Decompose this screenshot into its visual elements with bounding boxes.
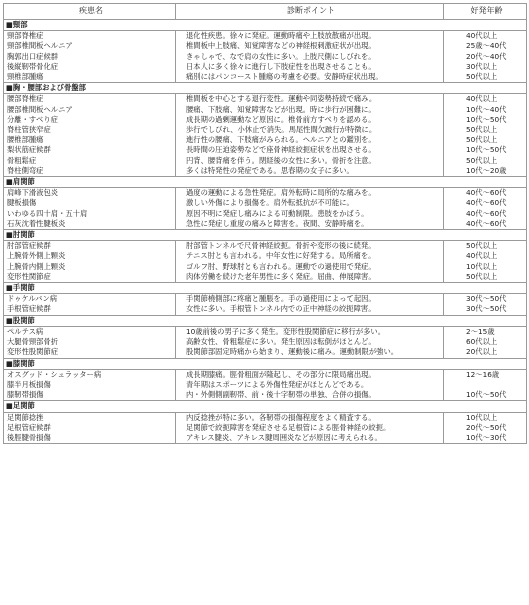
diagnosis-point-cell: 円背、腰背痛を伴う。閉経後の女性に多い。骨折を注意。 — [176, 156, 444, 166]
diagnosis-point-cell: 女性に多い。手根管トンネル内での正中神経の絞扼障害。 — [176, 304, 444, 315]
diagnosis-point-cell: 長時間の圧迫姿勢などで座骨神経絞扼症状を出現させる。 — [176, 145, 444, 155]
diagnosis-point-cell: 椎間板を中心とする退行変性。運動や同姿勢持続で痛み。 — [176, 94, 444, 105]
disease-name-cell: 腰椎部腫瘍 — [4, 135, 176, 145]
table-row — [4, 423, 527, 433]
table-row — [4, 31, 527, 42]
disease-name-cell: オスグッド・シュラッター病 — [4, 369, 176, 380]
table-row — [4, 188, 527, 199]
table-row — [4, 433, 527, 444]
diagnosis-point-cell: 歩行でしびれ、小休止で消失。馬尾性間欠跛行が特徴に。 — [176, 125, 444, 135]
section-header-row — [4, 177, 527, 188]
table-row — [4, 390, 527, 401]
table-row — [4, 209, 527, 219]
diagnosis-point-cell: 成長期膝痛。脛骨粗面が隆起し、その部分に限局痛出現。 — [176, 369, 444, 380]
diagnosis-point-cell: 激しい外傷により損傷を。肩外転抵抗が不可能に。 — [176, 198, 444, 208]
onset-age-cell: 20代〜50代 — [444, 423, 527, 433]
onset-age-cell: 60代以上 — [444, 337, 527, 347]
section-title: ■膝関節 — [4, 358, 527, 369]
table-row — [4, 41, 527, 51]
diagnosis-point-cell: 肘部管トンネルで尺骨神経絞扼。骨折や変形の後に続発。 — [176, 241, 444, 252]
diagnosis-point-cell: 肉体労働を続けた老年男性に多く発症。屈曲、伸展障害。 — [176, 272, 444, 283]
table-row — [4, 326, 527, 337]
diagnosis-point-cell: ゴルフ肘、野球肘とも言われる。運動での過使用で発症。 — [176, 262, 444, 272]
onset-age-cell: 10代〜50代 — [444, 390, 527, 401]
table-row — [4, 198, 527, 208]
diagnosis-point-cell: 過度の運動による急性発症。肩外転時に局所的な痛みを。 — [176, 188, 444, 199]
diagnosis-point-cell: 退化性疾患。徐々に発症。運動時痛や上肢放散痛が出現。 — [176, 31, 444, 42]
onset-age-cell: 10代〜40代 — [444, 105, 527, 115]
disease-name-cell: 骨粗鬆症 — [4, 156, 176, 166]
header-diagnosis-point: 診断ポイント — [176, 4, 444, 20]
diagnosis-point-cell: 日本人に多く徐々に進行し下肢症性を出現させることも。 — [176, 62, 444, 72]
section-title: ■胸・腰部および骨盤部 — [4, 83, 527, 94]
onset-age-cell: 50代以上 — [444, 135, 527, 145]
disease-name-cell: いわゆる四十肩・五十肩 — [4, 209, 176, 219]
table-header-row — [4, 4, 527, 20]
table-row — [4, 135, 527, 145]
diagnosis-point-cell: 内反捻挫が特に多い。各靭帯の損傷程度をよく精査する。 — [176, 412, 444, 423]
onset-age-cell: 25歳〜40代 — [444, 41, 527, 51]
diagnosis-point-cell: 原因不明に発症し痛みによる可動制限。患肢をかばう。 — [176, 209, 444, 219]
header-age: 好発年齢 — [444, 4, 527, 20]
table-row — [4, 272, 527, 283]
section-title: ■頸部 — [4, 20, 527, 31]
disease-table — [3, 3, 527, 444]
disease-name-cell: 上腕骨内側上顆炎 — [4, 262, 176, 272]
section-header-row — [4, 20, 527, 31]
table-row — [4, 262, 527, 272]
section-header-row — [4, 358, 527, 369]
onset-age-cell — [444, 380, 527, 390]
disease-name-cell: 変形性関節症 — [4, 272, 176, 283]
disease-name-cell: 膝半月板損傷 — [4, 380, 176, 390]
disease-name-cell: 脊柱側弯症 — [4, 166, 176, 177]
onset-age-cell: 40代以上 — [444, 31, 527, 42]
onset-age-cell: 30代〜50代 — [444, 304, 527, 315]
table-row — [4, 94, 527, 105]
diagnosis-point-cell: きゃしゃで、なで肩の女性に多い。上肢尺側にしびれを。 — [176, 52, 444, 62]
onset-age-cell: 50代以上 — [444, 272, 527, 283]
section-title: ■手関節 — [4, 283, 527, 294]
onset-age-cell: 30代以上 — [444, 62, 527, 72]
onset-age-cell: 40代以上 — [444, 251, 527, 261]
disease-name-cell: 腱板損傷 — [4, 198, 176, 208]
table-row — [4, 145, 527, 155]
onset-age-cell: 20代以上 — [444, 347, 527, 358]
section-title: ■股関節 — [4, 315, 527, 326]
disease-name-cell: 上腕骨外側上顆炎 — [4, 251, 176, 261]
diagnosis-point-cell: 10歳前後の男子に多く発生。変形性股関節症に移行が多い。 — [176, 326, 444, 337]
onset-age-cell: 50代以上 — [444, 241, 527, 252]
onset-age-cell: 40代以上 — [444, 94, 527, 105]
onset-age-cell: 40代〜60代 — [444, 219, 527, 230]
section-header-row — [4, 283, 527, 294]
onset-age-cell: 12〜16歳 — [444, 369, 527, 380]
disease-name-cell: 頸部脊椎症 — [4, 31, 176, 42]
disease-name-cell: 石灰沈着性腱板炎 — [4, 219, 176, 230]
disease-name-cell: 肘部管症候群 — [4, 241, 176, 252]
header-disease: 疾患名 — [4, 4, 176, 20]
table-row — [4, 241, 527, 252]
onset-age-cell: 40代〜60代 — [444, 198, 527, 208]
diagnosis-point-cell: テニス肘とも言われる。中年女性に好発する。局所痛を。 — [176, 251, 444, 261]
diagnosis-point-cell: 痛別にはパンコースト腫瘍の考慮を必要。安静時症状出現。 — [176, 72, 444, 83]
table-row — [4, 304, 527, 315]
section-header-row — [4, 401, 527, 412]
disease-name-cell: 頸椎部腫瘍 — [4, 72, 176, 83]
diagnosis-point-cell: 腰痛、下肢痛、知覚障害などが出現。時に歩行が困難に。 — [176, 105, 444, 115]
diagnosis-point-cell: 高齢女性、骨粗鬆症に多い。発生原因は転倒がほとんど。 — [176, 337, 444, 347]
section-title: ■足関節 — [4, 401, 527, 412]
disease-name-cell: 後縦靭帯骨化症 — [4, 62, 176, 72]
table-row — [4, 52, 527, 62]
disease-name-cell: 後脛腱骨損傷 — [4, 433, 176, 444]
diagnosis-point-cell: 成長期の過剰運動など原因に。椎骨前方すべりを認める。 — [176, 115, 444, 125]
diagnosis-point-cell: 内・外側側副靭帯、前・後十字靭帯の単独、合併の損傷。 — [176, 390, 444, 401]
onset-age-cell: 10代〜30代 — [444, 433, 527, 444]
disease-name-cell: 足関節捻挫 — [4, 412, 176, 423]
disease-name-cell: ドゥケルバン病 — [4, 294, 176, 305]
disease-name-cell: 大腿骨頸部骨折 — [4, 337, 176, 347]
disease-name-cell: 脊柱管狭窄症 — [4, 125, 176, 135]
table-row — [4, 166, 527, 177]
disease-name-cell: 肩峰下滑液包炎 — [4, 188, 176, 199]
onset-age-cell: 10代以上 — [444, 262, 527, 272]
disease-name-cell: 変形性股関節症 — [4, 347, 176, 358]
section-title: ■肘関節 — [4, 230, 527, 241]
table-row — [4, 294, 527, 305]
section-header-row — [4, 315, 527, 326]
onset-age-cell: 20代〜40代 — [444, 52, 527, 62]
disease-name-cell: 頸部椎間板ヘルニア — [4, 41, 176, 51]
section-title: ■肩関節 — [4, 177, 527, 188]
disease-name-cell: 梨状筋症候群 — [4, 145, 176, 155]
table-row — [4, 115, 527, 125]
table-row — [4, 347, 527, 358]
onset-age-cell: 50代以上 — [444, 72, 527, 83]
table-row — [4, 412, 527, 423]
onset-age-cell: 10代以上 — [444, 412, 527, 423]
table-row — [4, 380, 527, 390]
onset-age-cell: 10代〜50代 — [444, 145, 527, 155]
table-row — [4, 156, 527, 166]
onset-age-cell: 40代〜60代 — [444, 209, 527, 219]
diagnosis-point-cell: 多くは特発性の発症である。思春期の女子に多い。 — [176, 166, 444, 177]
disease-table-document — [3, 3, 527, 444]
disease-name-cell: 膝靭帯損傷 — [4, 390, 176, 401]
table-row — [4, 62, 527, 72]
table-row — [4, 337, 527, 347]
section-header-row — [4, 230, 527, 241]
diagnosis-point-cell: 手関節橈側部に疼痛と腫脹を。手の過使用によって起因。 — [176, 294, 444, 305]
onset-age-cell: 50代以上 — [444, 125, 527, 135]
onset-age-cell: 50代以上 — [444, 156, 527, 166]
diagnosis-point-cell: 足関節で絞扼障害を発症させる足根管による脛骨神経の絞扼。 — [176, 423, 444, 433]
disease-name-cell: 足根管症候群 — [4, 423, 176, 433]
table-row — [4, 219, 527, 230]
disease-name-cell: ペルテス病 — [4, 326, 176, 337]
table-row — [4, 251, 527, 261]
table-row — [4, 369, 527, 380]
diagnosis-point-cell: 青年期はスポーツによる外傷性発症がほとんどである。 — [176, 380, 444, 390]
table-row — [4, 105, 527, 115]
disease-name-cell: 胸郭出口症候群 — [4, 52, 176, 62]
table-row — [4, 72, 527, 83]
diagnosis-point-cell: アキレス腱炎、アキレス腱周囲炎などが原因に考えられる。 — [176, 433, 444, 444]
disease-name-cell: 腰部脊椎症 — [4, 94, 176, 105]
table-row — [4, 125, 527, 135]
diagnosis-point-cell: 進行性の腰痛、下肢痛がみられる。ヘルニアとの鑑別を。 — [176, 135, 444, 145]
disease-name-cell: 分離・すべり症 — [4, 115, 176, 125]
onset-age-cell: 10代〜50代 — [444, 115, 527, 125]
diagnosis-point-cell: 椎間板中上肢痛、知覚障害などの神経根刺激症状が出現。 — [176, 41, 444, 51]
onset-age-cell: 10代〜20歳 — [444, 166, 527, 177]
diagnosis-point-cell: 急性に発症し重度の痛みと障害を。夜間、安静時痛を。 — [176, 219, 444, 230]
disease-name-cell: 手根管症候群 — [4, 304, 176, 315]
disease-name-cell: 腰部椎間板ヘルニア — [4, 105, 176, 115]
onset-age-cell: 40代〜60代 — [444, 188, 527, 199]
onset-age-cell: 30代〜50代 — [444, 294, 527, 305]
diagnosis-point-cell: 股関節部固定時痛から始まり、運動後に痛み。運動制限が強い。 — [176, 347, 444, 358]
onset-age-cell: 2〜15歳 — [444, 326, 527, 337]
section-header-row — [4, 83, 527, 94]
